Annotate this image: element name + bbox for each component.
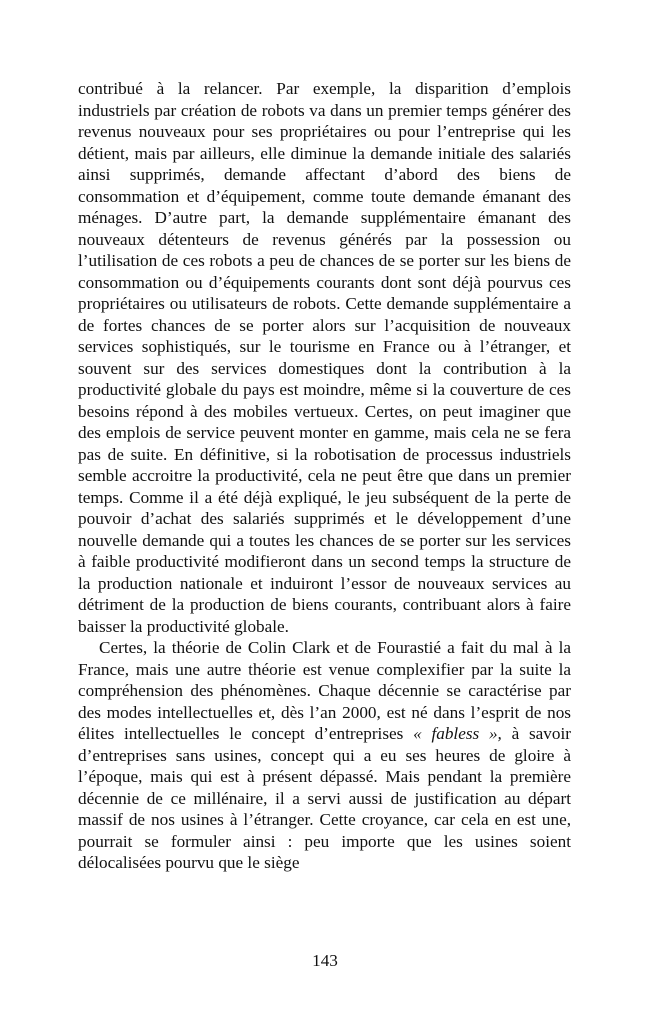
page-number: 143 xyxy=(312,951,338,970)
page-body xyxy=(78,78,571,874)
paragraph-2 xyxy=(78,637,571,874)
paragraph-1: contribué à la relancer. Par exemple, la disparition d’emplois industriels par création de robots va dans un premier temps générer des revenus nouveaux pour ses propriétaires ou pour l’entreprise qui les détient, mais par ailleurs, elle diminue la demande initiale des salariés ainsi supprimés, demande affectant d’abord des biens de consommation et d’équipement, comme toute demande émanant des ménages. D’autre part, la demande supplémentaire émanant des nouveaux détenteurs de revenus générés par la possession ou l’utilisation de ces robots a peu de chances de se porter sur les biens de consommation ou d’équipements courants dont sont déjà pourvus ces propriétaires ou utilisateurs de robots. Cette demande supplémentaire a de fortes chances de se porter alors sur l’acquisition de nouveaux services sophistiqués, sur le tourisme en France ou à l’étranger, et souvent sur des services domestiques dont la contribution à la productivité globale du pays est moindre, même si la couverture de ces besoins répond à des mobiles vertueux. Certes, on peut imaginer que des emplois de service peuvent monter en gamme, mais cela ne se fera pas de suite. En définitive, si la robotisation de processus industriels semble accroitre la productivité, cela ne peut être que dans un premier temps. Comme il a été déjà expliqué, le jeu subséquent de la perte de pouvoir d’achat des salariés supprimés et le développement d’une nouvelle demande qui a toutes les chances de se porter sur les services à faible productivité modifieront dans un second temps la structure de la production nationale et induiront l’essor de nouveaux services au détriment de la production de biens courants, contribuant alors à faire baisser la productivité globale. xyxy=(78,79,571,636)
fabless-term: « fabless », xyxy=(413,724,502,743)
paragraph-2-text-end: à savoir d’entreprises sans usines, concept qui a eu ses heures de gloire à l’époque, mais qui est à présent dépassé. Mais pendant la première décennie de ce millénaire, il a servi aussi de justification au départ massif de nos usines à l’étranger. Cette croyance, car cela en est une, pourrait se formuler ainsi : peu importe que les usines soient délocalisées pourvu que le siège xyxy=(78,724,571,872)
paragraph-2-text-start: Certes, la théorie de Colin Clark et de Fourastié a fait du mal à la France, mais une autre théorie est venue complexifier par la suite la compréhension des phénomènes. Chaque décennie se caractérise par des modes intellectuelles et, dès l’an 2000, est né dans l’esprit de nos élites intellectuelles le concept d’entreprises xyxy=(78,638,571,743)
